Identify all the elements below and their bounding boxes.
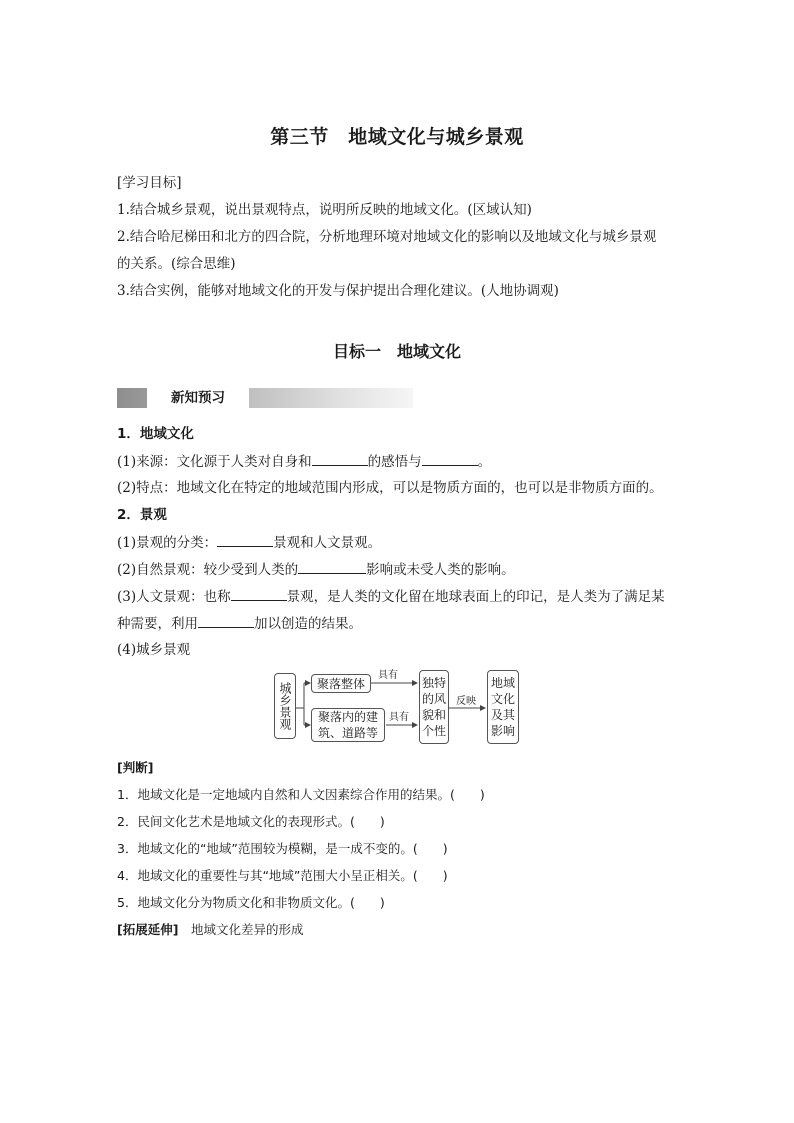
fill-in-line: [117, 614, 362, 633]
judgement-item: 1．地域文化是一定地域内自然和人文因素综合作用的结果。( ): [117, 787, 485, 802]
diagram-buildings-box: 聚落内的建筑、道路等: [311, 708, 385, 742]
fill-in-line: [117, 452, 491, 471]
fill-in-line: [117, 533, 381, 552]
objective-item: 2.结合哈尼梯田和北方的四合院，分析地理环境对地域文化的影响以及地域文化与城乡景观: [117, 229, 657, 245]
line-text: 景观和人文景观。: [273, 535, 382, 551]
answer-blank[interactable]: [231, 587, 287, 601]
line-text: (3)人文景观：也称: [117, 589, 231, 605]
answer-blank[interactable]: [422, 452, 478, 466]
page-title: 第三节 地域文化与城乡景观: [270, 126, 524, 148]
judgement-item: 4．地域文化的重要性与其“地域”范围大小呈正相关。( ): [117, 868, 448, 883]
objective-item: 3.结合实例，能够对地域文化的开发与保护提出合理化建议。(人地协调观): [117, 283, 559, 299]
extension-tag: [拓展延伸]: [117, 922, 179, 937]
banner-label: 新知预习: [147, 388, 249, 408]
judgement-item: 3．地域文化的“地域”范围较为模糊，是一成不变的。( ): [117, 841, 448, 856]
diagram-settlement-box: 聚落整体: [311, 674, 371, 693]
diagram-arrow-label: 具有: [378, 670, 398, 681]
line-text: (1)来源：文化源于人类对自身和: [117, 454, 312, 470]
line-text: 。: [477, 454, 492, 470]
line-text: 种需要，利用: [117, 616, 198, 632]
section-heading: 1．地域文化: [117, 426, 194, 442]
section-heading: 2．景观: [117, 507, 167, 523]
line-text: 影响或未受人类的影响。: [366, 562, 515, 578]
section-banner: [117, 388, 413, 408]
objectives-heading: [学习目标]: [117, 175, 182, 191]
judgement-item: 5．地域文化分为物质文化和非物质文化。( ): [117, 895, 385, 910]
objective-item: 的关系。(综合思维): [117, 256, 236, 272]
answer-blank[interactable]: [312, 452, 368, 466]
fill-in-line: [117, 587, 665, 606]
diagram-character-box: 独特的风貌和个性: [419, 670, 449, 744]
extension-line: [117, 921, 303, 939]
line-text: 的感悟与: [367, 454, 422, 470]
text-line: (4)城乡景观: [117, 642, 191, 658]
diagram-arrow-label: 具有: [389, 712, 409, 723]
judgement-heading: [判断]: [117, 760, 154, 775]
answer-blank[interactable]: [198, 614, 254, 628]
line-text: 加以创造的结果。: [254, 616, 362, 632]
judgement-item: 2．民间文化艺术是地域文化的表现形式。( ): [117, 814, 385, 829]
text-line: (2)特点：地域文化在特定的地域范围内形成，可以是物质方面的，也可以是非物质方面的。: [117, 480, 663, 496]
line-text: 景观，是人类的文化留在地球表面上的印记，是人类为了满足某: [286, 589, 665, 605]
answer-blank[interactable]: [298, 560, 366, 574]
extension-title: 地域文化差异的形成: [190, 922, 304, 937]
objective-item: 1.结合城乡景观，说出景观特点，说明所反映的地域文化。(区域认知): [117, 202, 532, 218]
fill-in-line: [117, 560, 515, 579]
answer-blank[interactable]: [217, 533, 273, 547]
diagram-culture-box: 地域文化及其影响: [487, 670, 519, 744]
line-text: (1)景观的分类：: [117, 535, 218, 551]
goal-title: 目标一 地域文化: [332, 342, 461, 361]
line-text: (2)自然景观：较少受到人类的: [117, 562, 299, 578]
diagram-arrow-label: 反映: [456, 696, 476, 707]
landscape-diagram: [274, 668, 534, 748]
diagram-root-box: 城乡景观: [274, 673, 296, 739]
